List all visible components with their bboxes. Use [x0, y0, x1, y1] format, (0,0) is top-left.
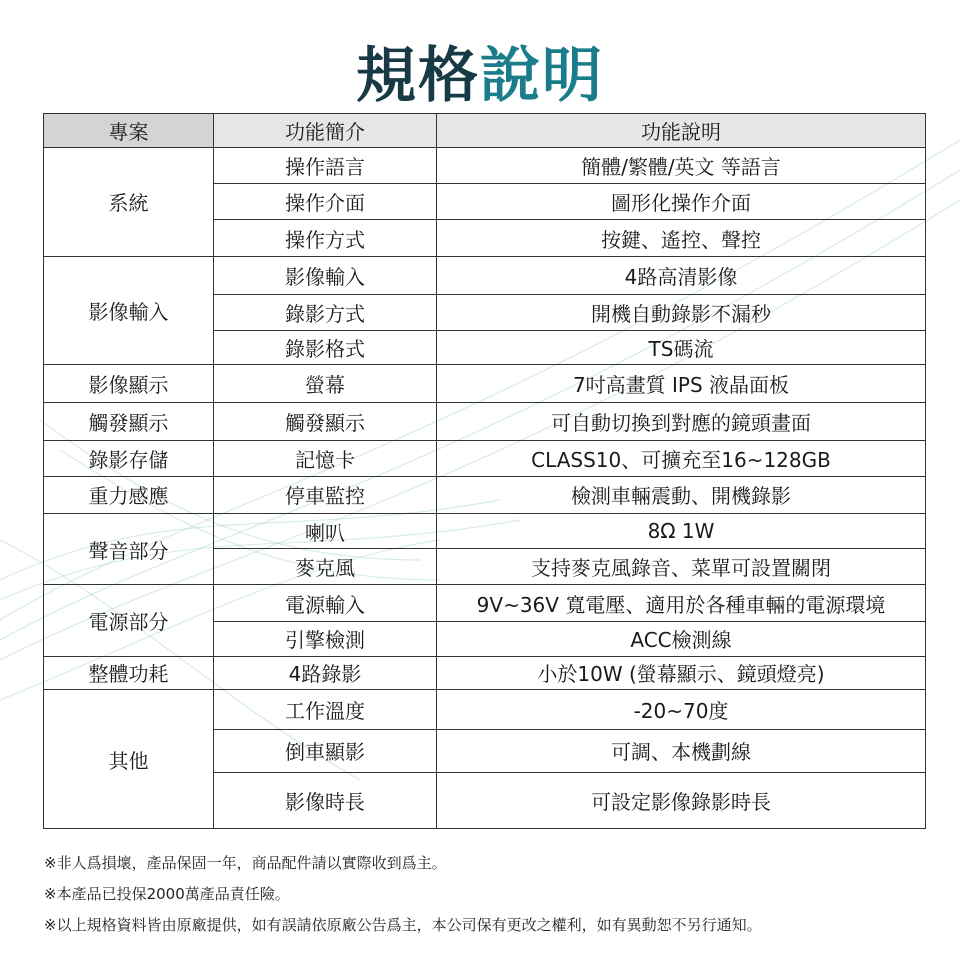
header-description: 功能說明	[437, 114, 926, 148]
description-cell: 簡體/繁體/英文 等語言	[437, 148, 926, 184]
description-cell: TS碼流	[437, 331, 926, 365]
title-part-2: 說明	[480, 41, 604, 111]
description-cell: 4路高清影像	[437, 256, 926, 294]
feature-cell: 引擎檢測	[214, 621, 437, 656]
header-category: 專案	[44, 114, 214, 148]
description-cell: 按鍵、遙控、聲控	[437, 220, 926, 256]
category-cell: 重力感應	[44, 476, 214, 513]
footnotes	[44, 848, 934, 941]
category-cell: 聲音部分	[44, 514, 214, 585]
feature-cell: 工作溫度	[214, 690, 437, 730]
category-cell: 整體功耗	[44, 656, 214, 689]
table-row	[44, 440, 926, 476]
description-cell: 小於10W (螢幕顯示、鏡頭燈亮)	[437, 656, 926, 689]
feature-cell: 電源輸入	[214, 585, 437, 621]
category-cell: 其他	[44, 690, 214, 829]
feature-cell: 影像輸入	[214, 256, 437, 294]
spec-table	[43, 113, 926, 829]
description-cell: ACC檢測線	[437, 621, 926, 656]
table-row	[44, 585, 926, 621]
category-cell: 影像顯示	[44, 365, 214, 403]
description-cell: 支持麥克風錄音、菜單可設置關閉	[437, 549, 926, 585]
description-cell: 7吋高畫質 IPS 液晶面板	[437, 365, 926, 403]
feature-cell: 螢幕	[214, 365, 437, 403]
feature-cell: 操作方式	[214, 220, 437, 256]
description-cell: 8Ω 1W	[437, 514, 926, 549]
feature-cell: 麥克風	[214, 549, 437, 585]
feature-cell: 影像時長	[214, 772, 437, 828]
category-cell: 系統	[44, 148, 214, 257]
category-cell: 影像輸入	[44, 256, 214, 365]
description-cell: CLASS10、可擴充至16~128GB	[437, 440, 926, 476]
feature-cell: 操作介面	[214, 184, 437, 220]
page-title	[0, 28, 960, 114]
category-cell: 電源部分	[44, 585, 214, 656]
description-cell: 可設定影像錄影時長	[437, 772, 926, 828]
description-cell: 可自動切換到對應的鏡頭畫面	[437, 403, 926, 440]
feature-cell: 4路錄影	[214, 656, 437, 689]
title-part-1: 規格	[356, 41, 480, 111]
table-row	[44, 476, 926, 513]
feature-cell: 記憶卡	[214, 440, 437, 476]
table-row	[44, 365, 926, 403]
header-feature: 功能簡介	[214, 114, 437, 148]
footnote-warranty: ※非人爲損壞，產品保固一年，商品配件請以實際收到爲主。	[44, 854, 447, 872]
description-cell: 圖形化操作介面	[437, 184, 926, 220]
table-row	[44, 514, 926, 549]
feature-cell: 錄影格式	[214, 331, 437, 365]
table-row	[44, 403, 926, 440]
footnote-insurance: ※本產品已投保2000萬產品責任險。	[44, 885, 290, 903]
feature-cell: 喇叭	[214, 514, 437, 549]
description-cell: 可調、本機劃線	[437, 730, 926, 772]
table-row	[44, 256, 926, 294]
feature-cell: 倒車顯影	[214, 730, 437, 772]
feature-cell: 觸發顯示	[214, 403, 437, 440]
description-cell: -20~70度	[437, 690, 926, 730]
description-cell: 檢測車輛震動、開機錄影	[437, 476, 926, 513]
feature-cell: 停車監控	[214, 476, 437, 513]
category-cell: 觸發顯示	[44, 403, 214, 440]
description-cell: 9V~36V 寬電壓、適用於各種車輛的電源環境	[437, 585, 926, 621]
description-cell: 開機自動錄影不漏秒	[437, 294, 926, 330]
table-row	[44, 148, 926, 184]
table-header-row	[44, 114, 926, 148]
footnote-disclaimer: ※以上規格資料皆由原廠提供，如有誤請依原廠公告爲主，本公司保有更改之權利，如有異動恕不另行通知。	[44, 916, 762, 934]
feature-cell: 錄影方式	[214, 294, 437, 330]
table-row	[44, 690, 926, 730]
table-row	[44, 656, 926, 689]
feature-cell: 操作語言	[214, 148, 437, 184]
category-cell: 錄影存儲	[44, 440, 214, 476]
